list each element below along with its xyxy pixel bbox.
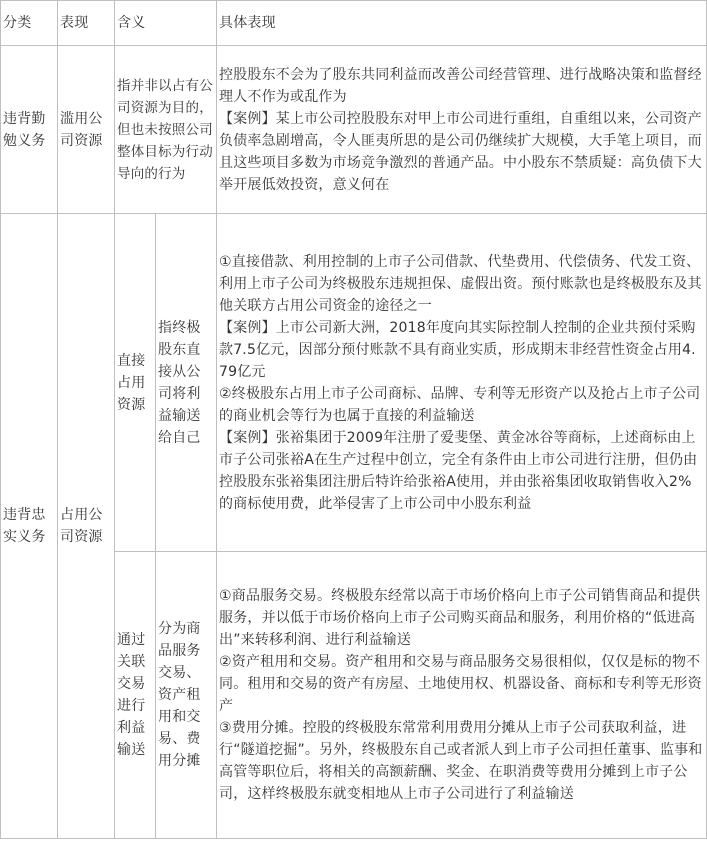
detail-line: ②资产租用和交易。资产租用和交易与商品服务交易很相似，仅仅是标的物不同。租用和交易的资产有房屋、土地使用权、机器设备、商标和专利等无形资产 <box>219 654 702 714</box>
detail-line: ①商品服务交易。终极股东经常以高于市场价格向上市子公司销售商品和提供服务，并以低于市场价格向上市子公司购买商品和服务，利用价格的“低进高出”来转移利润、进行利益输送 <box>219 588 701 648</box>
detail-line: ③费用分摊。控股的终极股东常常利用费用分摊从上市子公司获取利益，进行“隧道挖掘”。另外，终极股东自己或者派人到上市子公司担任董事、监事和高管等职位后，将相关的高额薪酬、奖金、在职消费等费用分摊到上市子公司，这样终极股东就变相地从上市子公司进行了利益输送 <box>219 720 703 802</box>
details-cell <box>217 552 707 839</box>
header-row <box>1 1 707 46</box>
detail-line: ②终极股东占用上市子公司商标、品牌、专利等无形资产以及抢占上市子公司的商业机会等行为也属于直接的利益输送 <box>219 385 701 424</box>
case-example: 【案例】张裕集团于2009年注册了爱斐堡、黄金冰谷等商标，上述商标由上市子公司张裕A在生产过程中创立，完全有条件由上市公司进行注册，但仍由控股股东张裕集团注册后特许给张裕A使用，并由张裕集团收取销售收入2%的商标使用费，此举侵害了上市公司中小股东利益 <box>219 429 698 512</box>
meaning-cell: 指终极股东直接从公司将利益输送给自己 <box>156 214 217 552</box>
behavior-cell: 滥用公司资源 <box>58 46 115 214</box>
meaning-cell: 指并非以占有公司资源为目的，但也未按照公司整体目标为行动导向的行为 <box>115 46 217 214</box>
detail-line: ①直接借款、利用控制的上市子公司借款、代垫费用、代偿债务、代发工资、利用上市子公司为终极股东违规担保、虚假出资。预付账款也是终极股东及其他关联方占用公司资金的途径之一 <box>219 253 702 314</box>
case-example: 【案例】上市公司新大洲，2018年度向其实际控制人控制的企业共预付采购款7.5亿元，因部分预付账款不具有商业实质，形成期末非经营性资金占用4.79亿元 <box>219 319 696 380</box>
details-cell <box>217 214 707 552</box>
meaning-cell: 分为商品服务交易、资产租用和交易、费用分摊 <box>156 552 217 839</box>
details-cell <box>217 46 707 214</box>
header-behavior: 表现 <box>58 1 115 46</box>
subtype-cell: 直接占用资源 <box>115 214 156 552</box>
header-details: 具体表现 <box>217 1 707 46</box>
category-cell: 违背忠实义务 <box>1 214 58 839</box>
table-row-diligence <box>1 46 707 214</box>
table-row-loyalty-direct <box>1 214 707 552</box>
header-category: 分类 <box>1 1 58 46</box>
subtype-cell: 通过关联交易进行利益输送 <box>115 552 156 839</box>
detail-line: 控股股东不会为了股东共同利益而改善公司经营管理、进行战略决策和监督经理人不作为或乱作为 <box>219 66 702 105</box>
category-cell: 违背勤勉义务 <box>1 46 58 214</box>
case-example: 【案例】某上市公司控股股东对甲上市公司进行重组，自重组以来，公司资产负债率急剧增高，令人匪夷所思的是公司仍继续扩大规模，大手笔上项目，而且这些项目多数为市场竞争激烈的普通产品。中小股东不禁质疑：高负债下大举开展低效投资，意义何在 <box>219 110 702 193</box>
header-meaning: 含义 <box>115 1 217 46</box>
behavior-cell: 占用公司资源 <box>58 214 115 839</box>
